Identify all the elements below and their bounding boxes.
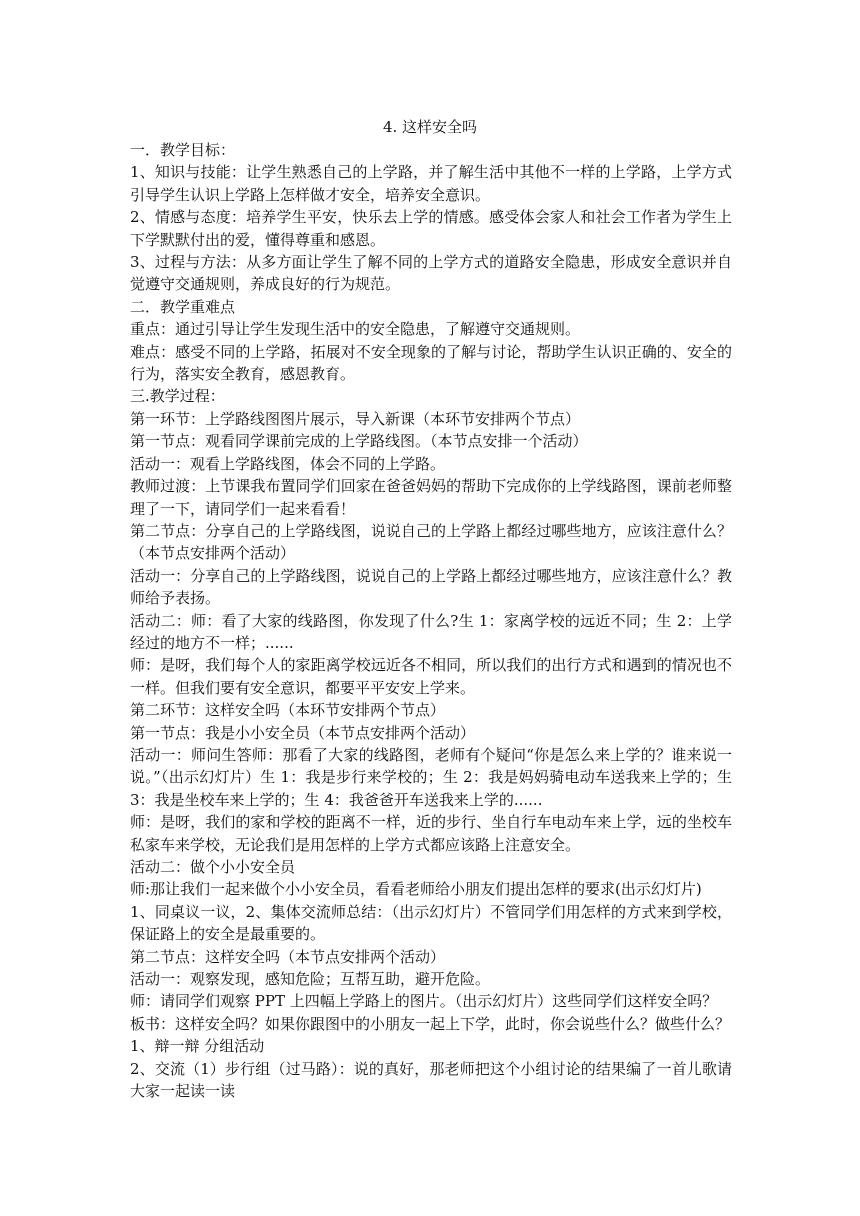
paragraph: 第一节点：观看同学课前完成的上学路线图。（本节点安排一个活动） [130,432,588,451]
section-heading: 三.教学过程： [130,387,225,406]
document-body [130,139,732,1102]
section-heading: 一．教学目标： [130,141,236,159]
paragraph: 教师过渡：上节课我布置同学们回家在爸爸妈妈的帮助下完成你的上学线路图，课前老师整理了一下，请同学们一起来看看！ [130,477,732,518]
paragraph: 活动二：师：看了大家的线路图，你发现了什么?生 1：家离学校的远近不同；生 2：上学经过的地方不一样；...... [130,611,732,652]
paragraph: 师:那让我们一起来做个小小安全员，看看老师给小朋友们提出怎样的要求(出示幻灯片) [130,880,702,899]
paragraph: 师：请同学们观察 PPT 上四幅上学路上的图片。（出示幻灯片）这些同学们这样安全吗？ [130,992,718,1011]
paragraph: 重点：通过引导让学生发现生活中的安全隐患，了解遵守交通规则。 [130,320,581,339]
paragraph: 1、同桌议一议，2、集体交流师总结：（出示幻灯片）不管同学们用怎样的方式来到学校，保证路上的安全是最重要的。 [130,902,732,944]
paragraph: 1、辩一辩 分组活动 [130,1037,265,1056]
paragraph: 第二节点：这样安全吗（本节点安排两个活动） [130,947,446,966]
paragraph: 第二环节：这样安全吗（本环节安排两个节点） [130,701,446,720]
paragraph: 活动一：观看上学路线图，体会不同的上学路。 [130,454,446,473]
paragraph: 活动二：做个小小安全员 [130,858,296,876]
paragraph: 活动一：分享自己的上学路线图，说说自己的上学路上都经过哪些地方，应该注意什么？教师给予表扬。 [130,566,732,608]
document-title: 4. 这样安全吗 [382,118,478,136]
paragraph: 第二节点：分享自己的上学路线图，说说自己的上学路上都经过哪些地方，应该注意什么？（本节点安排两个活动） [130,521,732,563]
paragraph: 第一节点：我是小小安全员（本节点安排两个活动） [130,723,476,742]
paragraph: 3、过程与方法：从多方面让学生了解不同的上学方式的道路安全隐患，形成安全意识并自觉遵守交通规则，养成良好的行为规范。 [130,253,732,294]
paragraph: 活动一：观察发现，感知危险；互帮互助，避开危险。 [130,970,491,989]
paragraph: 师：是呀，我们每个人的家距离学校远近各不相同，所以我们的出行方式和遇到的情况也不一样。但我们要有安全意识，都要平平安安上学来。 [130,656,732,697]
section-heading: 二．教学重难点 [130,297,236,316]
paragraph: 1、知识与技能：让学生熟悉自己的上学路，并了解生活中其他不一样的上学路，上学方式引导学生认识上学路上怎样做才安全，培养安全意识。 [130,163,732,204]
paragraph: 2、情感与态度：培养学生平安，快乐去上学的情感。感受体会家人和社会工作者为学生上下学默默付出的爱，懂得尊重和感恩。 [130,208,732,249]
paragraph: 2、交流（1）步行组（过马路）：说的真好，那老师把这个小组讨论的结果编了一首儿歌请大家一起读一读 [130,1059,732,1101]
paragraph: 难点：感受不同的上学路，拓展对不安全现象的了解与讨论，帮助学生认识正确的、安全的行为，落实安全教育，感恩教育。 [130,342,732,384]
paragraph: 活动一：师问生答师：那看了大家的线路图，老师有个疑问“你是怎么来上学的？谁来说一说。”（出示幻灯片）生 1：我是步行来学校的；生 2：我是妈妈骑电动车送我来上学的；生 3：我是坐校车来上学的；生 4：我爸爸开车送我来上学的...... [130,745,732,809]
paragraph: 第一环节：上学路线图图片展示，导入新课（本环节安排两个节点） [130,409,581,428]
paragraph: 板书：这样安全吗？如果你跟图中的小朋友一起上下学，此时，你会说些什么？做些什么？ [130,1014,731,1033]
paragraph: 师：是呀，我们的家和学校的距离不一样，近的步行、坐自行车电动车来上学，远的坐校车私家车来学校，无论我们是用怎样的上学方式都应该路上注意安全。 [130,813,732,854]
